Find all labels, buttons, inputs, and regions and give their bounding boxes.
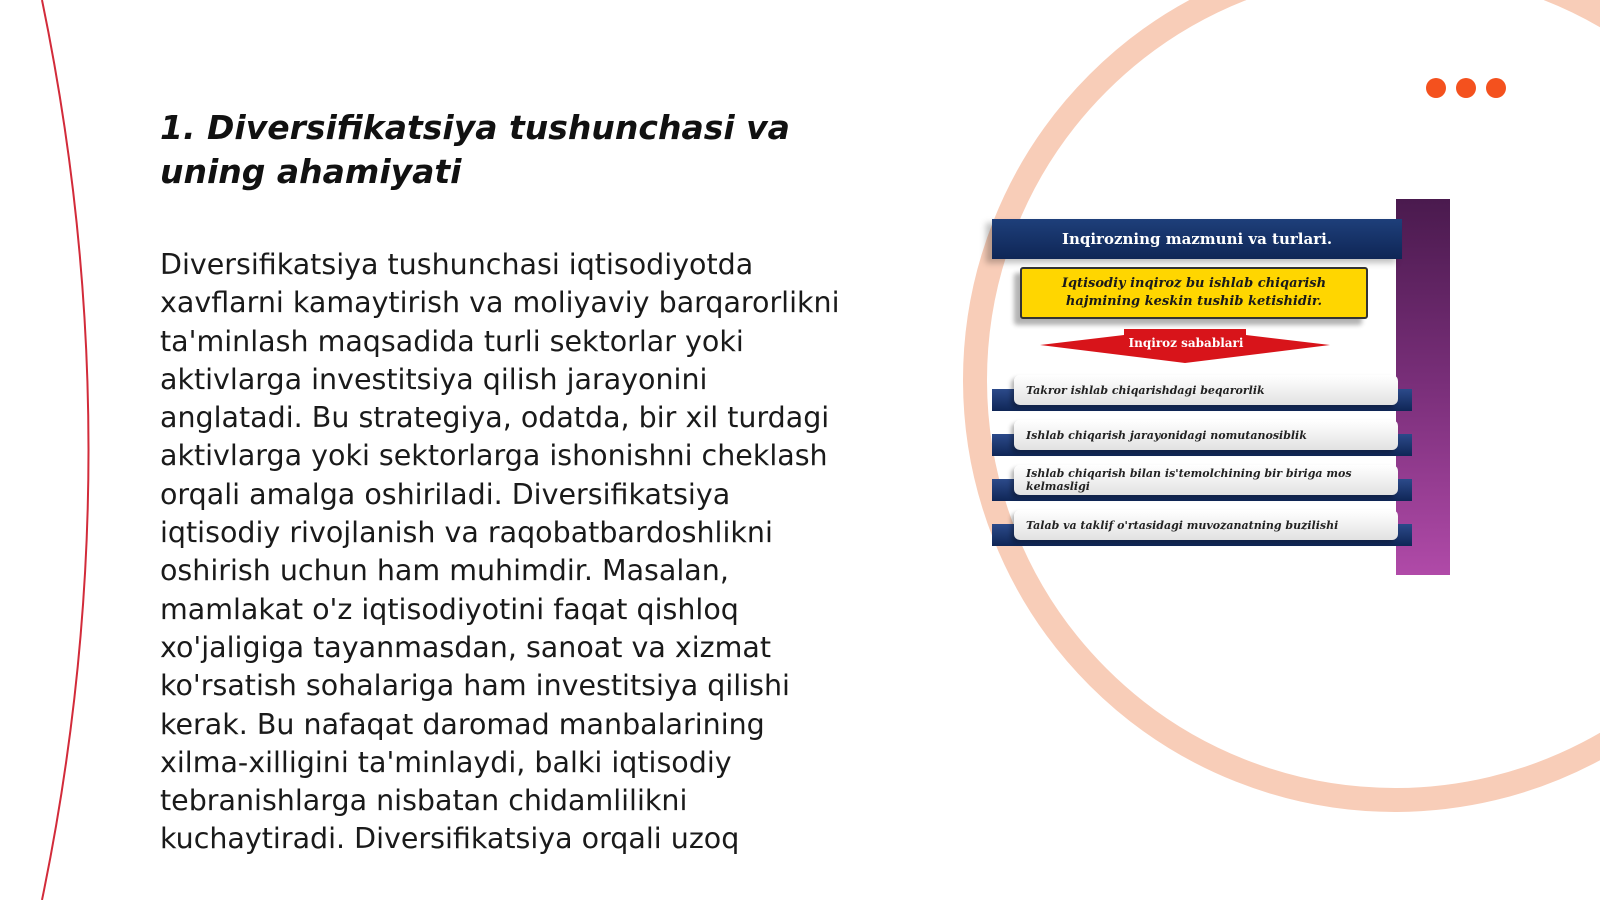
decorative-dots bbox=[1426, 78, 1506, 98]
cause-text: Takror ishlab chiqarishdagi beqarorlik bbox=[1014, 375, 1398, 405]
slide-title: 1. Diversifikatsiya tushunchasi va uning ahamiyati bbox=[160, 108, 790, 191]
cause-row bbox=[992, 375, 1412, 415]
cause-text: Ishlab chiqarish bilan is'temolchining bir biriga mos kelmasligi bbox=[1014, 465, 1398, 495]
cause-row bbox=[992, 465, 1412, 505]
cause-row bbox=[992, 510, 1412, 550]
dot-icon bbox=[1426, 78, 1446, 98]
slide-body-text: Diversifikatsiya tushunchasi iqtisodiyotda xavflarni kamaytirish va moliyaviy barqarorlikni ta'minlash maqsadida turli sektorlar yoki aktivlarga investitsiya qilish jarayonini anglatadi. Bu strategiya, odatda, bir xil turdagi aktivlarga yoki sektorlarga ishonishni cheklash orqali amalga oshiriladi. Diversifikatsiya iqtisodiy rivojlanish va raqobatbardoshlikni oshirish uchun ham muhimdir. Masalan, mamlakat o'z iqtisodiyotini faqat qishloq xo'jaligiga tayanmasdan, sanoat va xizmat ko'rsatish sohalariga ham investitsiya qilishi kerak. Bu nafaqat daromad manbalarining xilma-xilligini ta'minlaydi, balki iqtisodiy tebranishlarga nisbatan chidamlilikni kuchaytiradi. Diversifikatsiya orqali uzoq bbox=[160, 248, 840, 856]
cause-text: Talab va taklif o'rtasidagi muvozanatning buzilishi bbox=[1014, 510, 1398, 540]
cause-text: Ishlab chiqarish jarayonidagi nomutanosiblik bbox=[1014, 420, 1398, 450]
dot-icon bbox=[1456, 78, 1476, 98]
diagram-header: Inqirozning mazmuni va turlari. bbox=[992, 219, 1402, 259]
diagram-definition: Iqtisodiy inqiroz bu ishlab chiqarish hajmining keskin tushib ketishidir. bbox=[1020, 267, 1368, 319]
causes-label: Inqiroz sabablari bbox=[1128, 336, 1244, 350]
left-side-curve bbox=[42, 0, 89, 900]
cause-row bbox=[992, 420, 1412, 460]
dot-icon bbox=[1486, 78, 1506, 98]
crisis-diagram bbox=[984, 199, 1450, 575]
